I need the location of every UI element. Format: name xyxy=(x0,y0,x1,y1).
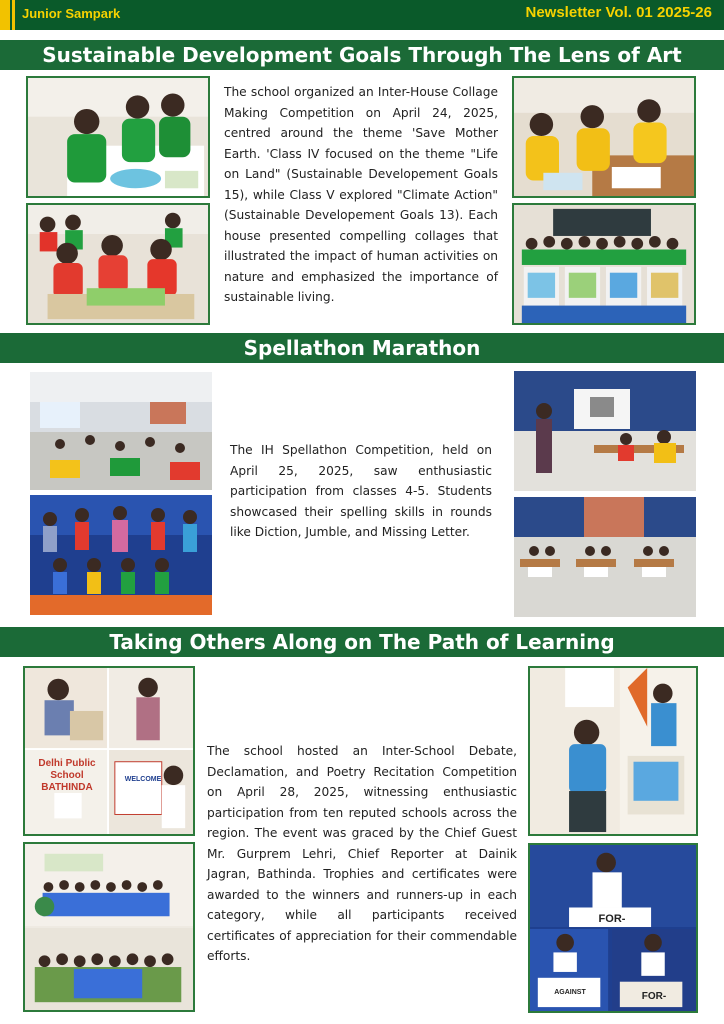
newsletter-volume: Newsletter Vol. 01 2025-26 xyxy=(525,4,712,21)
newsletter-name: Junior Sampark xyxy=(22,6,121,21)
photo-poetry-recitation xyxy=(528,666,698,836)
photo-group-with-collages xyxy=(512,203,696,325)
section-body-spellathon: The IH Spellathon Competition, held on April 25, 2025, saw enthusiastic participation from classes 4-5. Students showcased their spelling skills in rounds like Diction, Jumble, and Missing Letter. xyxy=(230,443,492,539)
photo-debate-podium xyxy=(528,843,698,1013)
sign-dps-line1: Delhi Public School xyxy=(38,758,96,781)
section-heading-text: Taking Others Along on The Path of Learning xyxy=(109,630,615,654)
header-accent-stripe-thin xyxy=(12,0,15,30)
section-body-sdg: The school organized an Inter-House Collage Making Competition on April 24, 2025, centred around the theme 'Save Mother Earth. 'Class IV focused on the theme "Life on Land" (Sustainable Developement Goals 15), while Class V explored "Climate Action" (Sustainable Developement Goals 13). Each house presented compelling collages that illustrated the impact of human activities on nature and emphasized the importance of sustainable living. xyxy=(224,85,498,304)
podium-sign-for-bottom: FOR- xyxy=(641,991,667,1002)
podium-sign-against: AGAINST xyxy=(554,989,586,996)
sign-dps xyxy=(29,758,105,794)
section-body-learning: The school hosted an Inter-School Debate, Declamation, and Poetry Recitation Competition on April 28, 2025, witnessing enthusiastic participation from ten reputed schools across the region. The event was graced by the Chief Guest Mr. Gurprem Lehri, Chief Reporter at Dainik Jagran, Bathinda. Trophies and certificates were awarded to the winners and runners-up in each category, while all participants received certificates of appreciation for their commendable efforts. xyxy=(207,744,517,963)
header-accent-stripe xyxy=(0,0,10,30)
newsletter-header xyxy=(0,0,724,30)
photo-collage-group xyxy=(23,842,195,1012)
section-heading-text: Spellathon Marathon xyxy=(243,336,481,360)
podium-sign-for-top: FOR- xyxy=(598,913,626,925)
photo-collage-students-2 xyxy=(26,203,210,325)
photo-collage-students-1 xyxy=(26,76,210,198)
photo-collage-table-1 xyxy=(512,76,696,198)
sign-dps-line2: BATHINDA xyxy=(41,782,93,793)
section-heading-learning xyxy=(0,627,724,657)
photo-spellathon-winners xyxy=(30,495,212,615)
photo-spellathon-hall xyxy=(30,372,212,490)
photo-spellathon-contestants xyxy=(514,497,696,617)
section-heading-sdg xyxy=(0,40,724,70)
photo-spellathon-stage xyxy=(514,371,696,491)
photo-collage-debate-speakers xyxy=(23,666,195,836)
section-heading-text: Sustainable Development Goals Through The Lens of Art xyxy=(42,43,682,67)
sign-welcome: WELCOME xyxy=(124,776,162,783)
section-heading-spellathon xyxy=(0,333,724,363)
